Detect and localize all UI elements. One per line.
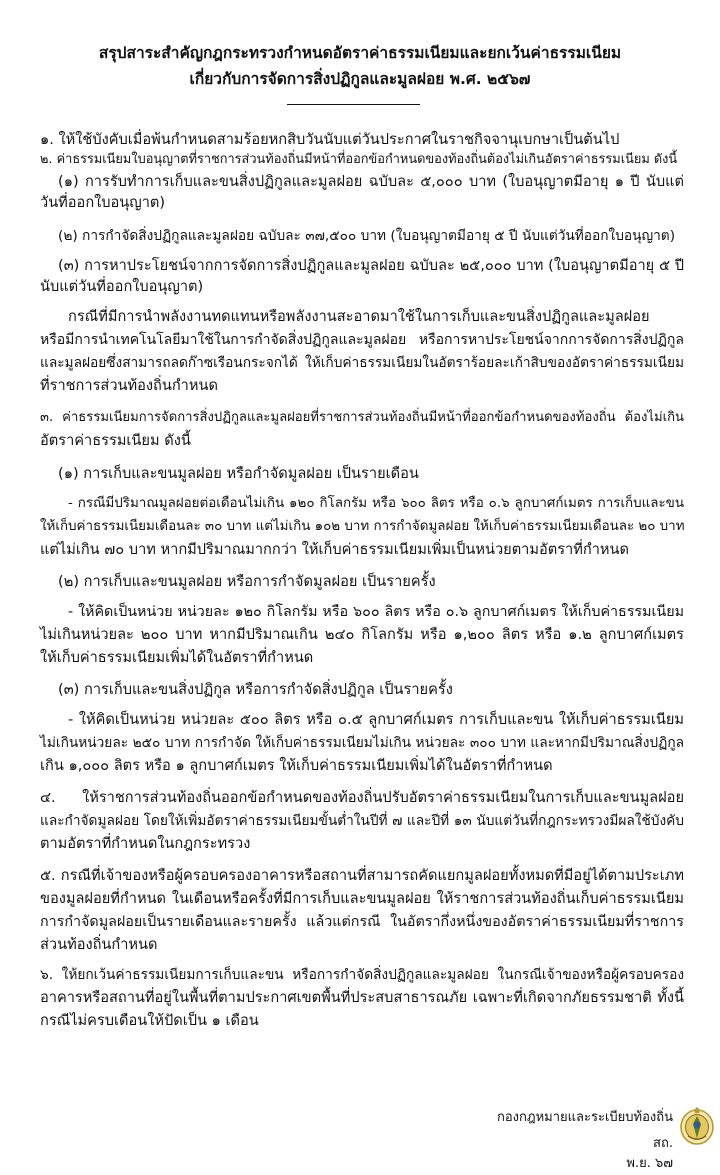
title-line-1: สรุปสาระสำคัญกฎกระทรวงกำหนดอัตราค่าธรรมเนียมและยกเว้นค่าธรรมเนียม (98, 44, 622, 62)
body-line: เกิน ๑,๐๐๐ ลิตร หรือ ๑ ลูกบาศก์เมตร ให้เก็บค่าธรรมเนียมเพิ่มได้ในอัตราที่กำหนด (40, 757, 553, 774)
body-line: (๒) การเก็บและขนมูลฝอย หรือการกำจัดมูลฝอย เป็นรายครั้ง (58, 573, 436, 590)
body-line: ๔. ให้ราชการส่วนท้องถิ่นออกข้อกำหนดของท้องถิ่นปรับอัตราค่าธรรมเนียมในการเก็บและขนมูลฝอย (40, 789, 684, 806)
body-line: กรณีไม่ครบเดือนให้ปัดเป็น ๑ เดือน (40, 1012, 259, 1029)
body-line: ๖. ให้ยกเว้นค่าธรรมเนียมการเก็บและขน หรือการกำจัดสิ่งปฏิกูลและมูลฝอย ในกรณีเจ้าของหรือผู้ครอบครอง (40, 967, 684, 983)
body-line: ๑. ให้ใช้บังคับเมื่อพ้นกำหนดสามร้อยหกสิบวันนับแต่วันประกาศในราชกิจจานุเบกษาเป็นต้นไป (40, 131, 620, 148)
body-line: (๓) การเก็บและขนสิ่งปฏิกูล หรือการกำจัดสิ่งปฏิกูล เป็นรายครั้ง (58, 681, 453, 698)
body-line: ๒. ค่าธรรมเนียมใบอนุญาตที่ราชการส่วนท้องถิ่นมีหน้าที่ออกข้อกำหนดของท้องถิ่นต้องไม่เกินอัตราค่าธรรมเนียม ดังนี้ (40, 152, 678, 167)
body-line: และกำจัดมูลฝอย โดยให้เพิ่มอัตราค่าธรรมเนียมขั้นต่ำในปีที่ ๗ และปีที่ ๑๓ นับแต่วันที่กฎกระทรวงมีผลใช้บังคับ (40, 813, 684, 829)
body-line: หรือมีการนำเทคโนโลยีมาใช้ในการกำจัดสิ่งปฏิกูลและมูลฝอย หรือการหาประโยชน์จากการจัดการสิ่งปฏิกูล (40, 332, 684, 348)
body-line: - กรณีมีปริมาณมูลฝอยต่อเดือนไม่เกิน ๑๒๐ กิโลกรัม หรือ ๖๐๐ ลิตร หรือ ๐.๖ ลูกบาศก์เมตร การเก็บและขน (68, 496, 684, 511)
body-line: กรณีที่มีการนำพลังงานทดแทนหรือพลังงานสะอาดมาใช้ในการเก็บและขนสิ่งปฏิกูลและมูลฝอย (68, 308, 650, 325)
body-line: ให้เก็บค่าธรรมเนียมเดือนละ ๓๐ บาท แต่ไม่เกิน ๑๐๒ บาท การกำจัดมูลฝอย ให้เก็บค่าธรรมเนียมเดือนละ ๒๐ บาท (40, 519, 685, 534)
body-line: อาคารหรือสถานที่อยู่ในพื้นที่ตามประกาศเขตพื้นที่ประสบสาธารณภัย เฉพาะที่เกิดจากภัยธรรมชาติ ทั้งนี้ (40, 989, 684, 1006)
body-line: (๑) การเก็บและขนมูลฝอย หรือกำจัดมูลฝอย เป็นรายเดือน (58, 465, 419, 482)
footer-date: พ.ย. ๖๗ (626, 1156, 673, 1171)
body-line: (๓) การหาประโยชน์จากการจัดการสิ่งปฏิกูลและมูลฝอย ฉบับละ ๒๕,๐๐๐ บาท (ใบอนุญาตมีอายุ ๕ ปี (58, 257, 684, 274)
body-line: ให้เก็บค่าธรรมเนียมเพิ่มได้ในอัตราที่กำหนด (40, 649, 314, 666)
body-line: ไม่เกินหน่วยละ ๒๐๐ บาท หากมีปริมาณเกิน ๒๔๐ กิโลกรัม หรือ ๑,๒๐๐ ลิตร หรือ ๑.๒ ลูกบาศก์เมตร (40, 626, 684, 643)
body-line: - ให้คิดเป็นหน่วย หน่วยละ ๑๒๐ กิโลกรัม หรือ ๖๐๐ ลิตร หรือ ๐.๖ ลูกบาศก์เมตร ให้เก็บค่าธรรมเนียม (68, 604, 684, 620)
footer-office: กองกฎหมายและระเบียบท้องถิ่น (496, 1110, 673, 1125)
title-underline (287, 104, 420, 105)
body-line: นับแต่วันที่ออกใบอนุญาต) (40, 278, 204, 295)
body-line: วันที่ออกใบอนุญาต) (40, 194, 166, 211)
body-line: การกำจัดมูลฝอยเป็นรายเดือนและรายครั้ง แล้วแต่กรณี ในอัตรากึ่งหนึ่งของอัตราค่าธรรมเนียมที่ราชการ (40, 914, 684, 930)
body-line: (๑) การรับทำการเก็บและขนสิ่งปฏิกูลและมูลฝอย ฉบับละ ๕,๐๐๐ บาท (ใบอนุญาตมีอายุ ๑ ปี นับแต่ (58, 173, 684, 190)
body-line: ตามอัตราที่กำหนดในกฎกระทรวง (40, 835, 251, 852)
body-line: ไม่เกินหน่วยละ ๒๕๐ บาท การกำจัด ให้เก็บค่าธรรมเนียมไม่เกิน หน่วยละ ๓๐๐ บาท และหากมีปริมาณสิ่งปฏิกูล (40, 735, 684, 751)
body-line: ของมูลฝอยที่กำหนด ในเดือนหรือครั้งที่มีการเก็บและขนมูลฝอย ให้ราชการส่วนท้องถิ่นเก็บค่าธรรมเนียม (40, 890, 684, 907)
body-line: ๕. กรณีที่เจ้าของหรือผู้ครอบครองอาคารหรือสถานที่สามารถคัดแยกมูลฝอยทั้งหมดที่มีอยู่ได้ตามประเภท (40, 867, 684, 884)
footer-dept: สถ. (653, 1136, 673, 1151)
body-line: และมูลฝอยซึ่งสามารถลดก๊าซเรือนกระจกได้ ให้เก็บค่าธรรมเนียมในอัตราร้อยละเก้าสิบของอัตราค่าธรรมเนียม (40, 355, 684, 371)
body-line: - ให้คิดเป็นหน่วย หน่วยละ ๕๐๐ ลิตร หรือ ๐.๕ ลูกบาศก์เมตร การเก็บและขน ให้เก็บค่าธรรมเนียม (68, 711, 684, 728)
body-line: ที่ราชการส่วนท้องถิ่นกำหนด (40, 377, 218, 394)
body-line: ๓. ค่าธรรมเนียมการจัดการสิ่งปฏิกูลและมูลฝอยที่ราชการส่วนท้องถิ่นมีหน้าที่ออกข้อกำหนดของท้องถิ่น ต้องไม่เกิน (40, 410, 684, 425)
body-line: แต่ไม่เกิน ๗๐ บาท หากมีปริมาณมากกว่า ให้เก็บค่าธรรมเนียมเพิ่มเป็นหน่วยตามอัตราที่กำหนด (40, 541, 629, 558)
department-seal-icon (679, 1106, 715, 1146)
body-line: ส่วนท้องถิ่นกำหนด (40, 936, 158, 953)
body-line: อัตราค่าธรรมเนียม ดังนี้ (40, 432, 191, 449)
title-line-2: เกี่ยวกับการจัดการสิ่งปฏิกูลและมูลฝอย พ.ศ. ๒๕๖๗ (189, 70, 531, 88)
body-line: (๒) การกำจัดสิ่งปฏิกูลและมูลฝอย ฉบับละ ๓๗,๕๐๐ บาท (ใบอนุญาตมีอายุ ๕ ปี นับแต่วันที่ออกใบอนุญาต) (58, 228, 676, 244)
